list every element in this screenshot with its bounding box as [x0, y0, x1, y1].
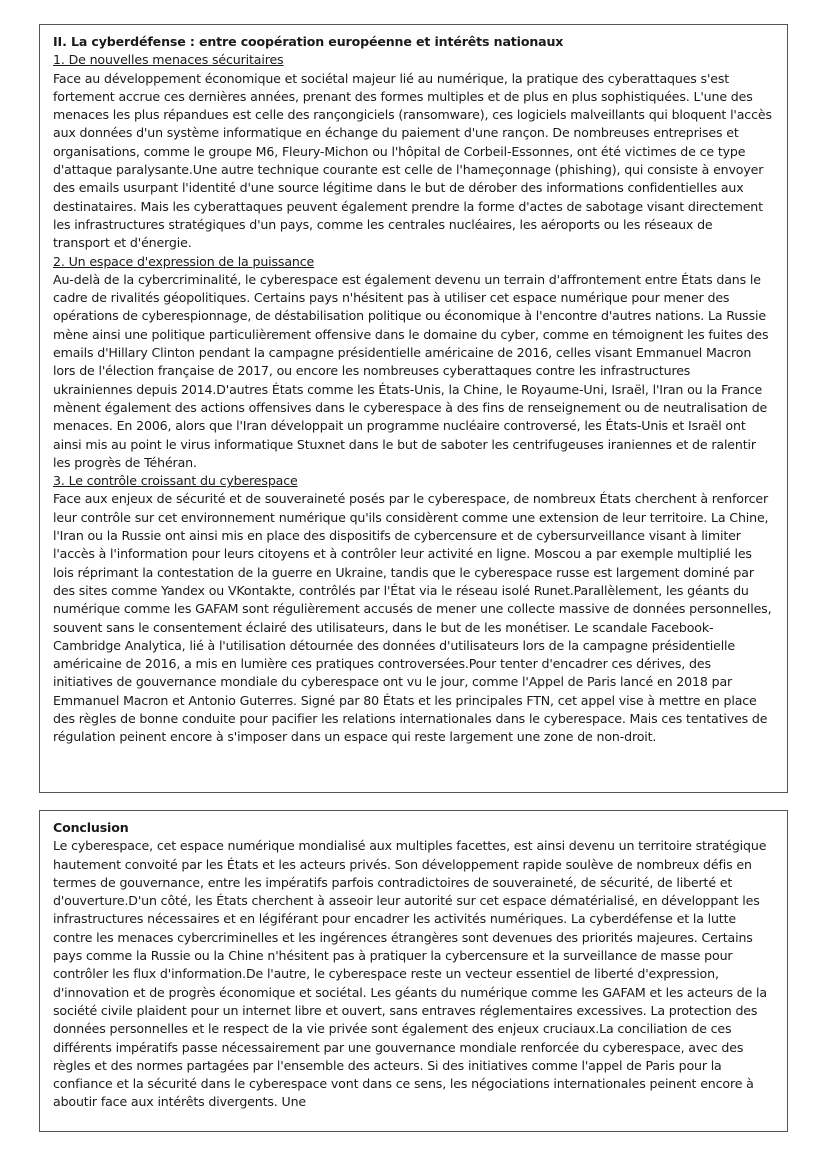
- subsection-body-1: Face au développement économique et sociétal majeur lié au numérique, la pratique des cyberattaques s'est fortement accrue ces dernières années, prenant des formes multiples et de plus en plus sophistiquées. L'une des menaces les plus répandues est celle des rançongiciels (ransomware), ces logiciels malveillants qui bloquent l'accès aux données d'un système informatique en échange du paiement d'une rançon. De nombreuses entreprises et organisations, comme le groupe M6, Fleury-Michon ou l'hôpital de Corbeil-Essonnes, ont été victimes de ce type d'attaque paralysante.Une autre technique courante est celle de l'hameçonnage (phishing), qui consiste à envoyer des emails usurpant l'identité d'une source légitime dans le but de dérober des informations confidentielles aux destinataires. Mais les cyberattaques peuvent également prendre la forme d'actes de sabotage visant directement les infrastructures stratégiques d'un pays, comme les centrales nucléaires, les aéroports ou les réseaux de transport et d'énergie.: [53, 70, 772, 251]
- section-2-box: [39, 24, 788, 793]
- conclusion-title: Conclusion: [53, 820, 129, 835]
- subsection-body-3: Face aux enjeux de sécurité et de souveraineté posés par le cyberespace, de nombreux États cherchent à renforcer leur contrôle sur cet environnement numérique qu'ils considèrent comme une extension de leur territoire. La Chine, l'Iran ou la Russie ont ainsi mis en place des dispositifs de cybercensure et de cybersurveillance visant à limiter l'accès à l'information pour leurs citoyens et à contrôler leur activité en ligne. Moscou a par exemple multiplié les lois réprimant la contestation de la guerre en Ukraine, tandis que le cyberespace russe est largement dominé par des sites comme Yandex ou VKontakte, contrôlés par l'État via le réseau isolé Runet.Parallèlement, les géants du numérique comme les GAFAM sont régulièrement accusés de mener une collecte massive de données personnelles, souvent sans le consentement éclairé des utilisateurs, dans le but de les monétiser. Le scandale Facebook-Cambridge Analytica, lié à l'utilisation détournée des données d'utilisateurs lors de la campagne présidentielle américaine de 2016, a mis en lumière ces pratiques controversées.Pour tenter d'encadrer ces dérives, des initiatives de gouvernance mondiale du cyberespace ont vu le jour, comme l'Appel de Paris lancé en 2018 par Emmanuel Macron et Antonio Guterres. Signé par 80 États et les principales FTN, cet appel vise à mettre en place des règles de bonne conduite pour pacifier les relations internationales dans le cyberespace. Mais ces tentatives de régulation peinent encore à s'imposer dans un espace qui reste largement une zone de non-droit.: [53, 491, 772, 745]
- conclusion-body: Le cyberespace, cet espace numérique mondialisé aux multiples facettes, est ainsi devenu un territoire stratégique hautement convoité par les États et les acteurs privés. Son développement rapide soulève de nombreux défis en termes de gouvernance, entre les impératifs parfois contradictoires de souveraineté, de sécurité, de liberté et d'ouverture.D'un côté, les États cherchent à asseoir leur autorité sur cet espace dématérialisé, en développant les infrastructures nécessaires et en légiférant pour encadrer les activités numériques. La cyberdéfense et la lutte contre les menaces cybercriminelles et les ingérences étrangères sont devenues des priorités majeures. Certains pays comme la Russie ou la Chine n'hésitent pas à pratiquer la cybercensure et la surveillance de masse pour contrôler les flux d'information.De l'autre, le cyberespace reste un vecteur essentiel de liberté d'expression, d'innovation et de progrès économique et sociétal. Les géants du numérique comme les GAFAM et les acteurs de la société civile plaident pour un internet libre et ouvert, sans entraves réglementaires excessives. La protection des données personnelles et le respect de la vie privée sont également des enjeux cruciaux.La conciliation de ces différents impératifs passe nécessairement par une gouvernance mondiale renforcée du cyberespace, avec des règles et des normes partagées par l'ensemble des acteurs. Si des initiatives comme l'appel de Paris pour la confiance et la sécurité dans le cyberespace vont dans ce sens, les négociations internationales peinent encore à aboutir face aux intérêts divergents. Une: [53, 838, 767, 1110]
- conclusion-box: [39, 810, 788, 1132]
- subsection-body-2: Au-delà de la cybercriminalité, le cyberespace est également devenu un terrain d'affrontement entre États dans le cadre de rivalités géopolitiques. Certains pays n'hésitent pas à utiliser cet espace numérique pour mener des opérations de cyberespionnage, de déstabilisation politique ou économique à l'encontre d'autres nations. La Russie mène ainsi une politique particulièrement offensive dans le domaine du cyber, comme en témoignent les fuites des emails d'Hillary Clinton pendant la campagne présidentielle américaine de 2016, celles visant Emmanuel Macron lors de l'élection française de 2017, ou encore les nombreuses cyberattaques contre les infrastructures ukrainiennes depuis 2014.D'autres États comme les États-Unis, la Chine, le Royaume-Uni, Israël, l'Iran ou la France mènent également des actions offensives dans le cyberespace à des fins de renseignement ou de neutralisation de menaces. En 2006, alors que l'Iran développait un programme nucléaire controversé, les États-Unis et Israël ont ainsi mis au point le virus informatique Stuxnet dans le but de saboter les centrifugeuses iraniennes et de ralentir les progrès de Téhéran.: [53, 271, 769, 470]
- section-title: II. La cyberdéfense : entre coopération européenne et intérêts nationaux: [53, 34, 564, 49]
- subsection-heading-3: 3. Le contrôle croissant du cyberespace: [53, 473, 298, 489]
- subsection-heading-2: 2. Un espace d'expression de la puissance: [53, 253, 315, 269]
- subsection-heading-1: 1. De nouvelles menaces sécuritaires: [53, 52, 284, 68]
